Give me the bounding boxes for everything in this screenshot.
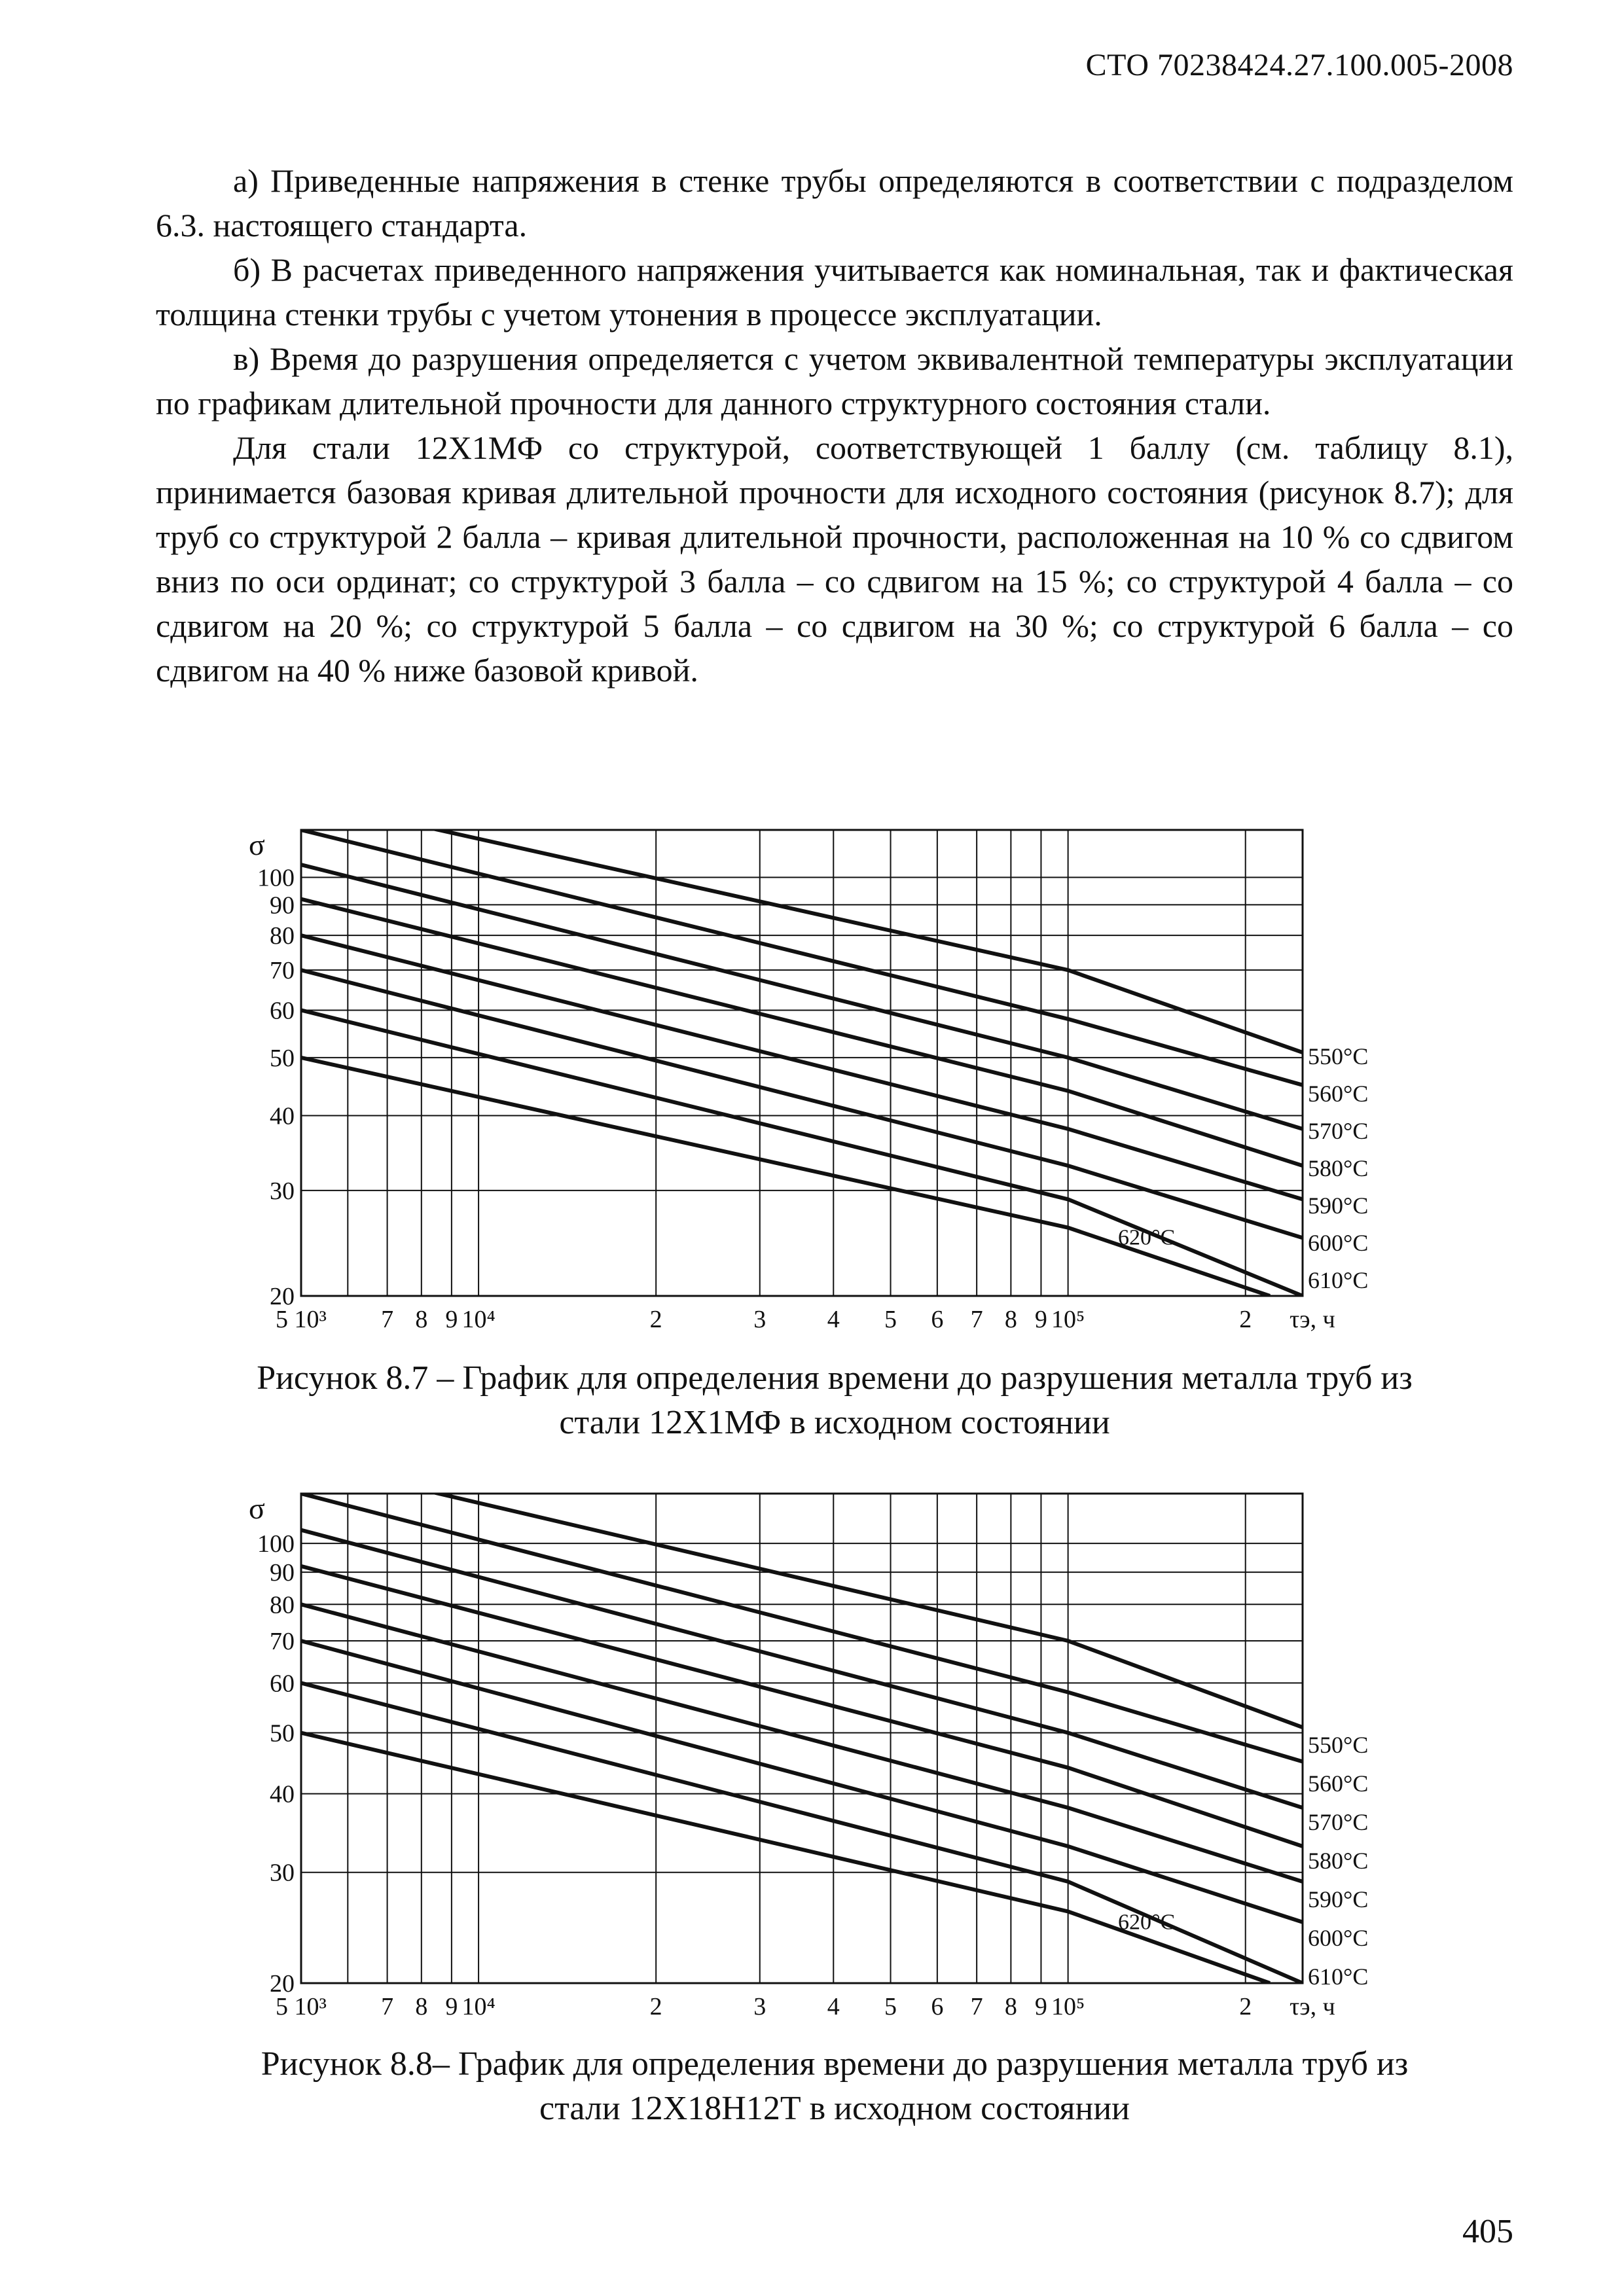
chart0-x-tick-label: 2 [1239,1306,1252,1333]
chart1-x-tick-label: 8 [1004,1993,1017,2020]
chart0-x-tick-label: 10⁵ [1051,1306,1085,1333]
chart1-x-axis-label: τэ, ч [1290,1993,1335,2020]
chart0-y-tick-label: 90 [270,891,295,920]
figure-8-8-caption [156,2042,1513,2131]
chart1-y-tick-label: 20 [270,1970,295,1998]
figure-8-7-caption [156,1356,1513,1445]
chart1-y-axis-label: σ [249,1492,265,1525]
chart1-x-tick-label: 5 10³ [276,1993,327,2020]
chart0-series-label: 600°С [1308,1230,1369,1256]
chart1-y-tick-label: 60 [270,1670,295,1698]
document-code-header: СТО 70238424.27.100.005-2008 [1085,48,1513,82]
chart0-inline-series-label: 620°С [1117,1225,1176,1250]
chart1-x-tick-label: 8 [415,1993,428,2020]
chart0-x-tick-label: 3 [753,1306,767,1333]
chart1-series-label: 580°С [1308,1848,1369,1874]
figure-8-7-caption-line1: Рисунок 8.7 – График для определения времени до разрушения металла труб из [257,1359,1413,1397]
chart1-series-label: 550°С [1308,1732,1369,1758]
chart0-x-tick-label: 2 [649,1306,662,1333]
chart0-y-tick-label: 40 [270,1102,295,1130]
chart0-y-tick-label: 50 [270,1044,295,1072]
chart1-y-tick-label: 80 [270,1591,295,1619]
paragraph-a: а) Приведенные напряжения в стенке трубы определяются в соответствии с подразделом 6.3. настоящего стандарта. [156,162,1513,243]
figure-8-8-caption-line1: Рисунок 8.8– График для определения времени до разрушения металла труб из [261,2045,1409,2083]
chart0-x-tick-label: 9 [445,1306,458,1333]
chart1-y-tick-label: 40 [270,1780,295,1808]
chart0-x-tick-label: 8 [415,1306,428,1333]
chart0-x-tick-label: 8 [1004,1306,1017,1333]
chart1-y-tick-label: 30 [270,1859,295,1887]
chart0-x-tick-label: 7 [381,1306,394,1333]
chart0-y-tick-label: 100 [257,864,295,892]
chart1-x-tick-label: 2 [649,1993,662,2020]
chart1-x-tick-label: 7 [381,1993,394,2020]
chart1-x-tick-label: 3 [753,1993,767,2020]
paragraph-b: б) В расчетах приведенного напряжения учитывается как номинальная, так и фактическая толщина стенки трубы с учетом утонения в процессе эксплуатации. [156,251,1513,332]
chart0-series-label: 560°С [1308,1081,1369,1107]
chart0-y-tick-label: 70 [270,957,295,985]
chart1-x-tick-label: 9 [1034,1993,1047,2020]
chart1-x-tick-label: 10⁵ [1051,1993,1085,2020]
chart0-series-label: 580°С [1308,1155,1369,1181]
chart0-y-tick-label: 80 [270,922,295,950]
chart0-y-tick-label: 20 [270,1283,295,1310]
chart0-x-tick-label: 9 [1034,1306,1047,1333]
chart0-series-label: 550°С [1308,1043,1369,1069]
creep-chart-figure-8-7 [216,812,1420,1348]
chart1-series-label: 560°С [1308,1770,1369,1797]
chart1-x-tick-label: 4 [827,1993,840,2020]
creep-chart-figure-8-8 [216,1473,1420,2036]
page-number: 405 [1462,2213,1513,2250]
paragraph-c: в) Время до разрушения определяется с учетом эквивалентной температуры эксплуатации по графикам длительной прочности для данного структурного состояния стали. [156,340,1513,422]
chart1-series-label: 610°С [1308,1964,1369,1990]
chart1-y-tick-label: 100 [257,1530,295,1558]
chart1-y-tick-label: 70 [270,1628,295,1656]
chart0-series-label: 570°С [1308,1118,1369,1144]
chart0-y-tick-label: 60 [270,997,295,1025]
chart0-x-axis-label: τэ, ч [1290,1306,1335,1333]
figure-8-8-caption-line2: стали 12Х18Н12Т в исходном состоянии [539,2090,1130,2127]
chart1-y-tick-label: 50 [270,1719,295,1748]
chart1-x-tick-label: 9 [445,1993,458,2020]
body-text [156,158,1513,692]
chart1-series-label: 570°С [1308,1809,1369,1835]
chart1-x-tick-label: 6 [931,1993,944,2020]
chart0-x-tick-label: 10⁴ [461,1306,496,1333]
chart0-y-tick-label: 30 [270,1177,295,1205]
chart1-y-tick-label: 90 [270,1559,295,1587]
chart0-series-label: 610°С [1308,1267,1369,1293]
chart1-x-tick-label: 5 [884,1993,897,2020]
chart1-series-label: 590°С [1308,1886,1369,1912]
chart0-series-label: 590°С [1308,1193,1369,1219]
figure-8-7-caption-line2: стали 12Х1МФ в исходном состоянии [559,1404,1110,1441]
chart0-y-axis-label: σ [249,828,265,861]
chart1-inline-series-label: 620°С [1117,1910,1176,1935]
chart1-series-label: 600°С [1308,1925,1369,1951]
chart0-x-tick-label: 4 [827,1306,840,1333]
chart0-x-tick-label: 7 [970,1306,983,1333]
chart1-x-tick-label: 7 [970,1993,983,2020]
chart1-x-tick-label: 10⁴ [461,1993,496,2020]
chart0-x-tick-label: 6 [931,1306,944,1333]
chart0-x-tick-label: 5 10³ [276,1306,327,1333]
chart0-x-tick-label: 5 [884,1306,897,1333]
chart1-x-tick-label: 2 [1239,1993,1252,2020]
paragraph-steel-structure: Для стали 12Х1МФ со структурой, соответствующей 1 баллу (см. таблицу 8.1), принимается базовая кривая длительной прочности для исходного состояния (рисунок 8.7); для труб со структурой 2 балла – кривая длительной прочности, расположенная на 10 % со сдвигом вниз по оси ординат; со структурой 3 балла – со сдвигом на 15 %; со структурой 4 балла – со сдвигом на 20 %; со структурой 5 балла – со сдвигом на 30 %; со структурой 6 балла – со сдвигом на 40 % ниже базовой кривой. [156,429,1513,689]
